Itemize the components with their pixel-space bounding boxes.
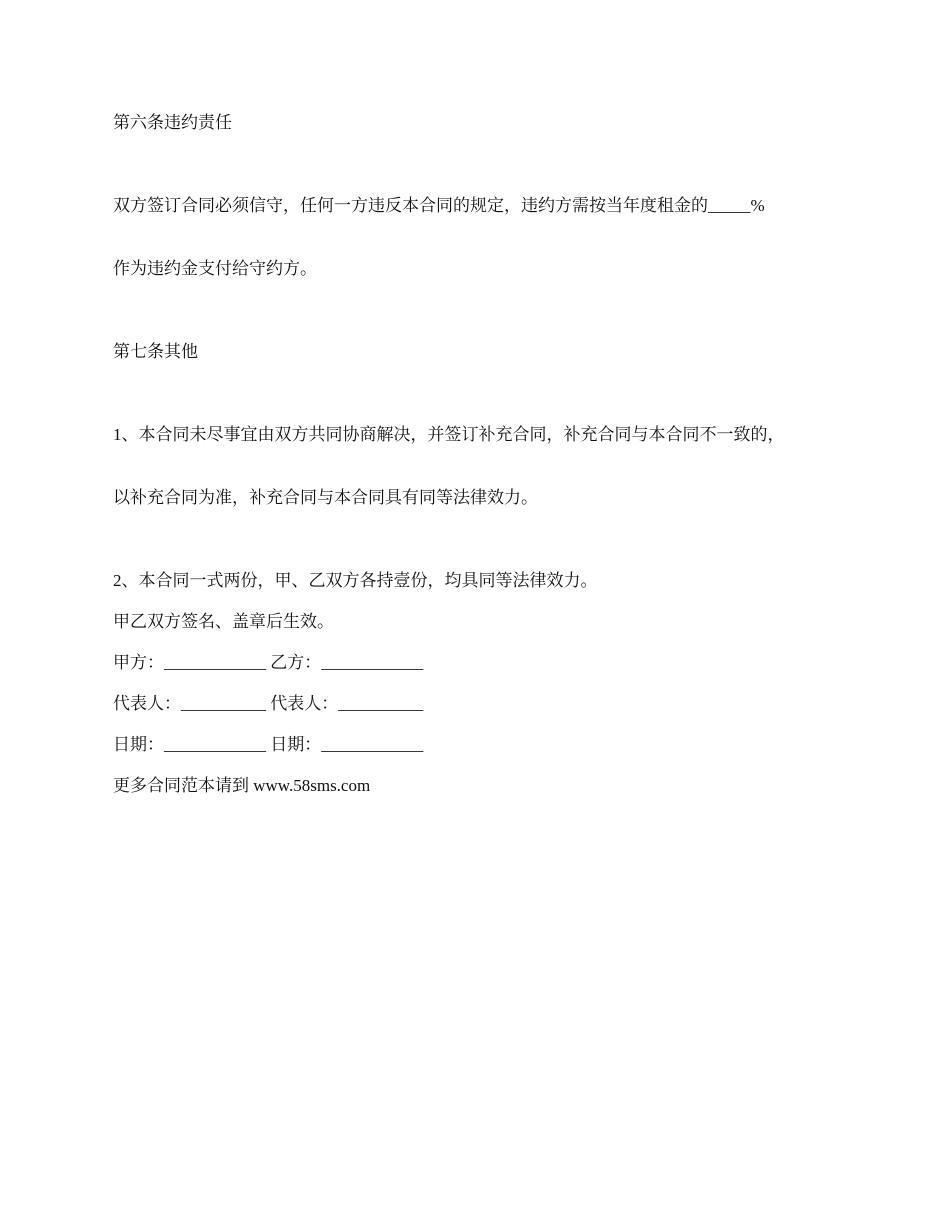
document-body bbox=[113, 112, 843, 816]
footer-link-text: 更多合同范本请到 www.58sms.com bbox=[113, 776, 371, 795]
signature-date-line: 日期：____________ 日期：____________ bbox=[113, 735, 424, 754]
section6-body bbox=[113, 153, 843, 321]
section7-item-2: 2、本合同一式两份，甲、乙双方各持壹份，均具同等法律效力。 bbox=[113, 571, 598, 590]
section6-body-line-1: 双方签订合同必须信守，任何一方违反本合同的规定，违约方需按当年度租金的_____% bbox=[113, 196, 765, 215]
signature-party-line: 甲方：____________ 乙方：____________ bbox=[113, 653, 424, 672]
section7-item-1-line-2: 以补充合同为准，补充合同与本合同具有同等法律效力。 bbox=[113, 488, 538, 507]
signature-representative-line: 代表人：__________ 代表人：__________ bbox=[113, 694, 424, 713]
section7-heading: 第七条其他 bbox=[113, 342, 198, 361]
section6-heading: 第六条违约责任 bbox=[113, 113, 232, 132]
section7-item-1-line-1: 1、本合同未尽事宜由双方共同协商解决，并签订补充合同，补充合同与本合同不一致的， bbox=[113, 425, 785, 444]
section7-item-1 bbox=[113, 382, 843, 550]
effect-statement: 甲乙双方签名、盖章后生效。 bbox=[113, 612, 334, 631]
section6-body-line-2: 作为违约金支付给守约方。 bbox=[113, 259, 317, 278]
